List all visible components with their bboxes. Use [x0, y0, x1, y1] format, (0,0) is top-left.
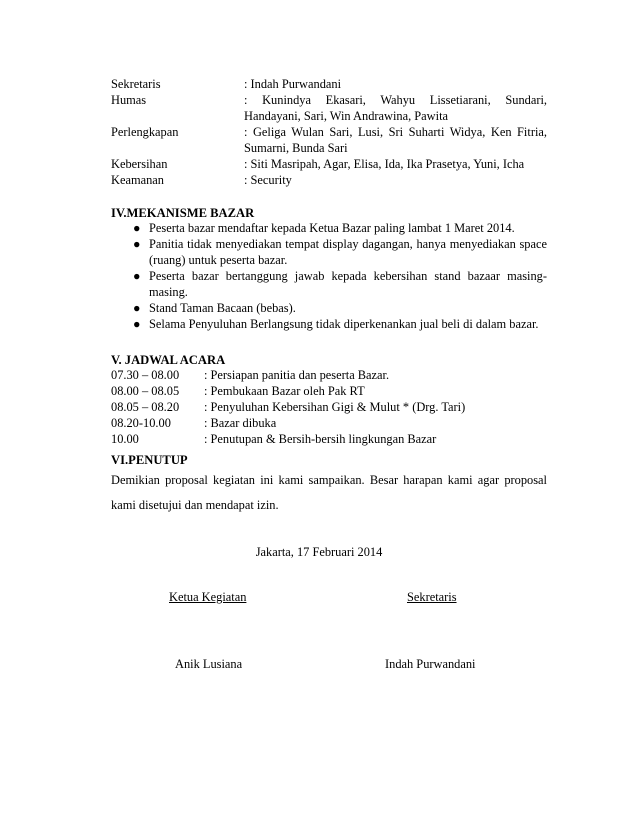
- signature-title-chair: Ketua Kegiatan: [169, 590, 247, 604]
- committee-names: : Security: [244, 173, 292, 187]
- committee-row: [111, 92, 547, 124]
- schedule-activity: : Penutupan & Bersih-bersih lingkungan Bazar: [204, 432, 437, 446]
- list-item-text: Selama Penyuluhan Berlangsung tidak diperkenankan jual beli di dalam bazar.: [149, 317, 539, 331]
- bullet-icon: ●: [133, 317, 141, 331]
- signature-name-chair: Anik Lusiana: [175, 657, 243, 671]
- list-item-text: Stand Taman Bacaan (bebas).: [149, 301, 296, 315]
- schedule-heading: V. JADWAL ACARA: [111, 353, 226, 367]
- list-item-text: Panitia tidak menyediakan tempat display dagangan, hanya menyediakan space (ruang) untuk peserta bazar.: [149, 237, 547, 267]
- list-item: [111, 300, 547, 316]
- schedule-time: 08.00 – 08.05: [111, 384, 180, 398]
- committee-role: Kebersihan: [111, 157, 168, 171]
- list-item: [111, 220, 547, 236]
- schedule-activity: : Bazar dibuka: [204, 416, 277, 430]
- committee-row: [111, 156, 547, 172]
- schedule-time: 10.00: [111, 432, 139, 446]
- bullet-icon: ●: [133, 221, 141, 235]
- committee-row: [111, 76, 547, 92]
- closing-heading: VI.PENUTUP: [111, 453, 188, 467]
- list-item: [111, 268, 547, 300]
- list-item: [111, 236, 547, 268]
- schedule-activity: : Persiapan panitia dan peserta Bazar.: [204, 368, 390, 382]
- bullet-icon: ●: [133, 301, 141, 315]
- committee-names: : Geliga Wulan Sari, Lusi, Sri Suharti Widya, Ken Fitria, Sumarni, Bunda Sari: [244, 125, 547, 155]
- closing-paragraph: Demikian proposal kegiatan ini kami sampaikan. Besar harapan kami agar proposal kami disetujui dan mendapat izin.: [111, 473, 547, 512]
- committee-role: Sekretaris: [111, 77, 161, 91]
- committee-role: Perlengkapan: [111, 125, 179, 139]
- schedule-row: [111, 431, 547, 447]
- signature-title-secretary: Sekretaris: [407, 590, 457, 604]
- bullet-icon: ●: [133, 269, 141, 283]
- committee-list: [111, 76, 547, 188]
- committee-role: Keamanan: [111, 173, 164, 187]
- schedule-activity: : Penyuluhan Kebersihan Gigi & Mulut * (Drg. Tari): [204, 400, 466, 414]
- schedule-activity: : Pembukaan Bazar oleh Pak RT: [204, 384, 365, 398]
- list-item-text: Peserta bazar bertanggung jawab kepada kebersihan stand bazaar masing-masing.: [149, 269, 547, 299]
- committee-row: [111, 124, 547, 156]
- schedule-time: 08.05 – 08.20: [111, 400, 180, 414]
- schedule-time: 07.30 – 08.00: [111, 368, 180, 382]
- schedule-row: [111, 415, 547, 431]
- committee-names: : Kunindya Ekasari, Wahyu Lissetiarani, Sundari, Handayani, Sari, Win Andrawina, Pawita: [244, 93, 547, 123]
- list-item-text: Peserta bazar mendaftar kepada Ketua Bazar paling lambat 1 Maret 2014.: [149, 221, 515, 235]
- schedule-row: [111, 383, 547, 399]
- mechanism-list: [111, 220, 547, 332]
- schedule-time: 08.20-10.00: [111, 416, 171, 430]
- schedule-row: [111, 399, 547, 415]
- schedule-table: [111, 367, 547, 447]
- committee-names: : Siti Masripah, Agar, Elisa, Ida, Ika Prasetya, Yuni, Icha: [244, 157, 525, 171]
- committee-role: Humas: [111, 93, 147, 107]
- committee-row: [111, 172, 547, 188]
- mechanism-heading: IV.MEKANISME BAZAR: [111, 206, 255, 220]
- schedule-row: [111, 367, 547, 383]
- committee-names: : Indah Purwandani: [244, 77, 342, 91]
- place-date: Jakarta, 17 Februari 2014: [255, 545, 383, 559]
- list-item: [111, 316, 547, 332]
- bullet-icon: ●: [133, 237, 141, 251]
- signature-name-secretary: Indah Purwandani: [385, 657, 476, 671]
